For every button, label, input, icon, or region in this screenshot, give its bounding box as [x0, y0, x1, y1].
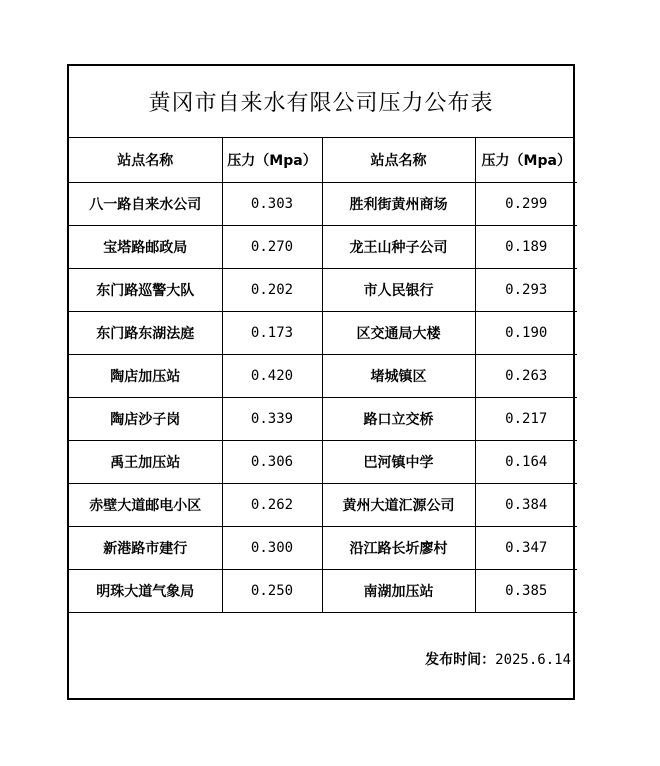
table-header-row	[69, 138, 577, 182]
table-row	[69, 526, 577, 569]
pressure-value: 0.384	[475, 483, 577, 526]
pressure-value: 0.173	[222, 311, 322, 354]
pressure-value: 0.300	[222, 526, 322, 569]
pressure-value: 0.189	[475, 225, 577, 268]
pressure-value: 0.164	[475, 440, 577, 483]
pressure-value: 0.250	[222, 569, 322, 612]
pressure-table	[69, 138, 577, 613]
table-row	[69, 311, 577, 354]
station-name: 陶店沙子岗	[69, 397, 222, 440]
publish-time	[425, 649, 571, 669]
station-name: 市人民银行	[322, 268, 475, 311]
pressure-value: 0.202	[222, 268, 322, 311]
pressure-value: 0.347	[475, 526, 577, 569]
pressure-value: 0.270	[222, 225, 322, 268]
header-pressure-right: 压力（Mpa）	[475, 138, 577, 182]
station-name: 胜利街黄州商场	[322, 182, 475, 225]
station-name: 新港路市建行	[69, 526, 222, 569]
pressure-value: 0.262	[222, 483, 322, 526]
pressure-value: 0.339	[222, 397, 322, 440]
table-row	[69, 483, 577, 526]
station-name: 龙王山种子公司	[322, 225, 475, 268]
table-row	[69, 397, 577, 440]
pressure-value: 0.385	[475, 569, 577, 612]
station-name: 东门路巡警大队	[69, 268, 222, 311]
station-name: 东门路东湖法庭	[69, 311, 222, 354]
publish-date: 2025.6.14	[495, 652, 571, 668]
header-pressure-left: 压力（Mpa）	[222, 138, 322, 182]
pressure-value: 0.299	[475, 182, 577, 225]
station-name: 堵城镇区	[322, 354, 475, 397]
header-station-left: 站点名称	[69, 138, 222, 182]
station-name: 南湖加压站	[322, 569, 475, 612]
pressure-value: 0.420	[222, 354, 322, 397]
station-name: 明珠大道气象局	[69, 569, 222, 612]
pressure-value: 0.293	[475, 268, 577, 311]
station-name: 赤壁大道邮电小区	[69, 483, 222, 526]
pressure-report-sheet	[67, 64, 575, 700]
station-name: 八一路自来水公司	[69, 182, 222, 225]
table-row	[69, 440, 577, 483]
publish-time-label: 发布时间：	[425, 652, 496, 668]
station-name: 黄州大道汇源公司	[322, 483, 475, 526]
station-name: 宝塔路邮政局	[69, 225, 222, 268]
station-name: 区交通局大楼	[322, 311, 475, 354]
report-footer	[69, 615, 573, 698]
header-station-right: 站点名称	[322, 138, 475, 182]
pressure-value: 0.217	[475, 397, 577, 440]
pressure-value: 0.306	[222, 440, 322, 483]
table-row	[69, 225, 577, 268]
station-name: 巴河镇中学	[322, 440, 475, 483]
report-title: 黄冈市自来水有限公司压力公布表	[69, 66, 573, 138]
table-row	[69, 569, 577, 612]
station-name: 禹王加压站	[69, 440, 222, 483]
table-row	[69, 182, 577, 225]
pressure-value: 0.190	[475, 311, 577, 354]
station-name: 沿江路长圻廖村	[322, 526, 475, 569]
table-row	[69, 354, 577, 397]
table-row	[69, 268, 577, 311]
pressure-value: 0.303	[222, 182, 322, 225]
pressure-value: 0.263	[475, 354, 577, 397]
station-name: 陶店加压站	[69, 354, 222, 397]
station-name: 路口立交桥	[322, 397, 475, 440]
